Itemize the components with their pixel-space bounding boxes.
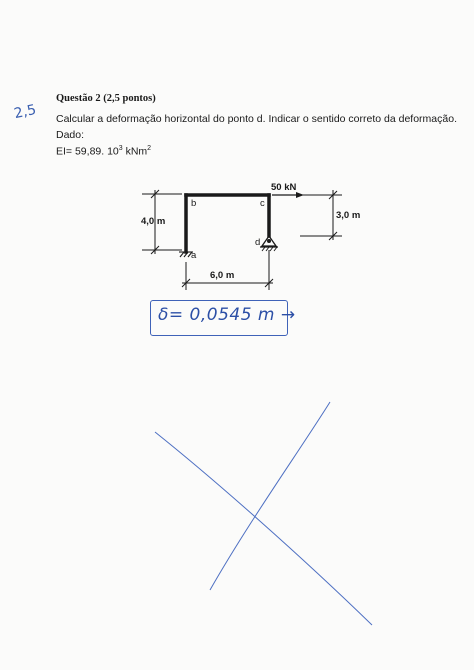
left-height-label: 4,0 m: [141, 216, 166, 227]
question-heading: Questão 2 (2,5 pontos): [56, 93, 156, 104]
ei-prefix: EI= 59,89. 10: [56, 145, 119, 158]
node-d-label: d: [255, 237, 261, 248]
right-height-label: 3,0 m: [336, 210, 361, 221]
span-label: 6,0 m: [210, 270, 235, 281]
node-c-label: c: [260, 198, 265, 209]
ei-unit: kNm: [122, 145, 148, 158]
pen-cross-mark: [155, 402, 372, 625]
question-prompt: Calcular a deformação horizontal do ponto d. Indicar o sentido correto da deformação.: [56, 113, 457, 125]
node-b-label: b: [191, 198, 197, 209]
load-label: 50 kN: [271, 182, 297, 193]
given-label: Dado:: [56, 129, 85, 141]
answer-text: δ= 0,0545 m →: [158, 305, 296, 325]
ei-unit-exponent: 2: [147, 145, 152, 152]
node-a-label: a: [191, 250, 197, 261]
pin-support-d: [260, 236, 278, 251]
ei-exponent: 3: [118, 145, 123, 152]
grade-mark: 2,5: [12, 101, 38, 123]
